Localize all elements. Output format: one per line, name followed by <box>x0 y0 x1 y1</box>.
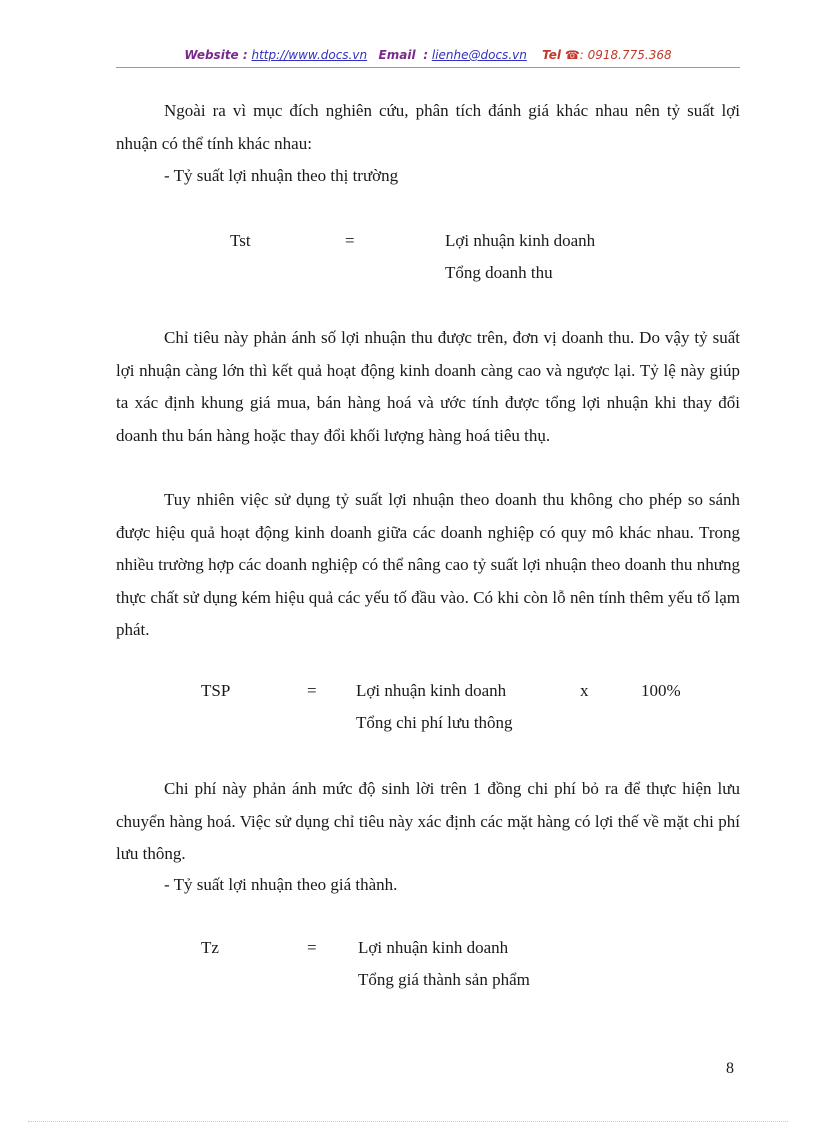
formula-tsp-equals: = <box>307 681 317 700</box>
formula-tst-equals: = <box>345 231 355 250</box>
formula-tz-equals: = <box>307 938 317 957</box>
email-label: Email <box>378 48 416 62</box>
website-label: Website : <box>184 48 248 62</box>
paragraph-indicator-meaning: Chỉ tiêu này phản ánh số lợi nhuận thu được trên, đơn vị doanh thu. Do vậy tỷ suất lợi nhuận càng lớn thì kết quả hoạt động kinh doanh càng cao và ngược lại. Tỷ lệ này giúp ta xác định khung giá mua, bán hàng hoá và ước tính được tổng lợi nhuận khi thay đổi doanh thu bán hàng hoặc thay đổi khối lượng hàng hoá tiêu thụ. <box>116 328 740 445</box>
email-link[interactable]: lienhe@docs.vn <box>431 48 527 62</box>
formula-tsp-times: x <box>580 681 589 700</box>
bullet-cost-rate: - Tỷ suất lợi nhuận theo giá thành. <box>164 875 398 894</box>
paragraph-cost-ratio: Chi phí này phản ánh mức độ sinh lời trên 1 đồng chi phí bỏ ra để thực hiện lưu chuyển hàng hoá. Việc sử dụng chỉ tiêu này xác định các mặt hàng có lợi thế về mặt chi phí lưu thông. <box>116 779 740 863</box>
page-header <box>116 46 740 64</box>
phone-number: : 0918.775.368 <box>579 48 672 62</box>
formula-tst-denominator: Tổng doanh thu <box>445 263 553 282</box>
footer-divider <box>28 1121 788 1122</box>
formula-tz-symbol: Tz <box>201 938 219 957</box>
paragraph-intro: Ngoài ra vì mục đích nghiên cứu, phân tích đánh giá khác nhau nên tỷ suất lợi nhuận có thể tính khác nhau: <box>116 101 740 153</box>
paragraph-limitations: Tuy nhiên việc sử dụng tỷ suất lợi nhuận theo doanh thu không cho phép so sánh được hiệu quả hoạt động kinh doanh giữa các doanh nghiệp có quy mô khác nhau. Trong nhiều trường hợp các doanh nghiệp có thể nâng cao tỷ suất lợi nhuận theo doanh thu nhưng thực chất sử dụng kém hiệu quả các yếu tố đầu vào. Có khi còn lỗ nên tính thêm yếu tố lạm phát. <box>116 490 740 639</box>
formula-tst-symbol: Tst <box>230 231 251 250</box>
formula-tsp-numerator: Lợi nhuận kinh doanh <box>356 681 507 700</box>
website-link[interactable]: http://www.docs.vn <box>251 48 368 62</box>
formula-tsp-factor: 100% <box>641 681 681 700</box>
email-separator: : <box>423 48 429 62</box>
telephone-icon: ☎ <box>564 48 580 62</box>
formula-tsp-symbol: TSP <box>201 681 231 700</box>
tel-label: Tel <box>542 48 561 62</box>
header-divider <box>116 67 740 68</box>
formula-tz-denominator: Tổng giá thành sản phẩm <box>358 970 530 989</box>
formula-tst-numerator: Lợi nhuận kinh doanh <box>445 231 596 250</box>
bullet-market-rate: - Tỷ suất lợi nhuận theo thị trường <box>164 166 399 185</box>
formula-tz-numerator: Lợi nhuận kinh doanh <box>358 938 509 957</box>
page-number: 8 <box>726 1060 734 1077</box>
formula-tsp-denominator: Tổng chi phí lưu thông <box>356 713 513 732</box>
